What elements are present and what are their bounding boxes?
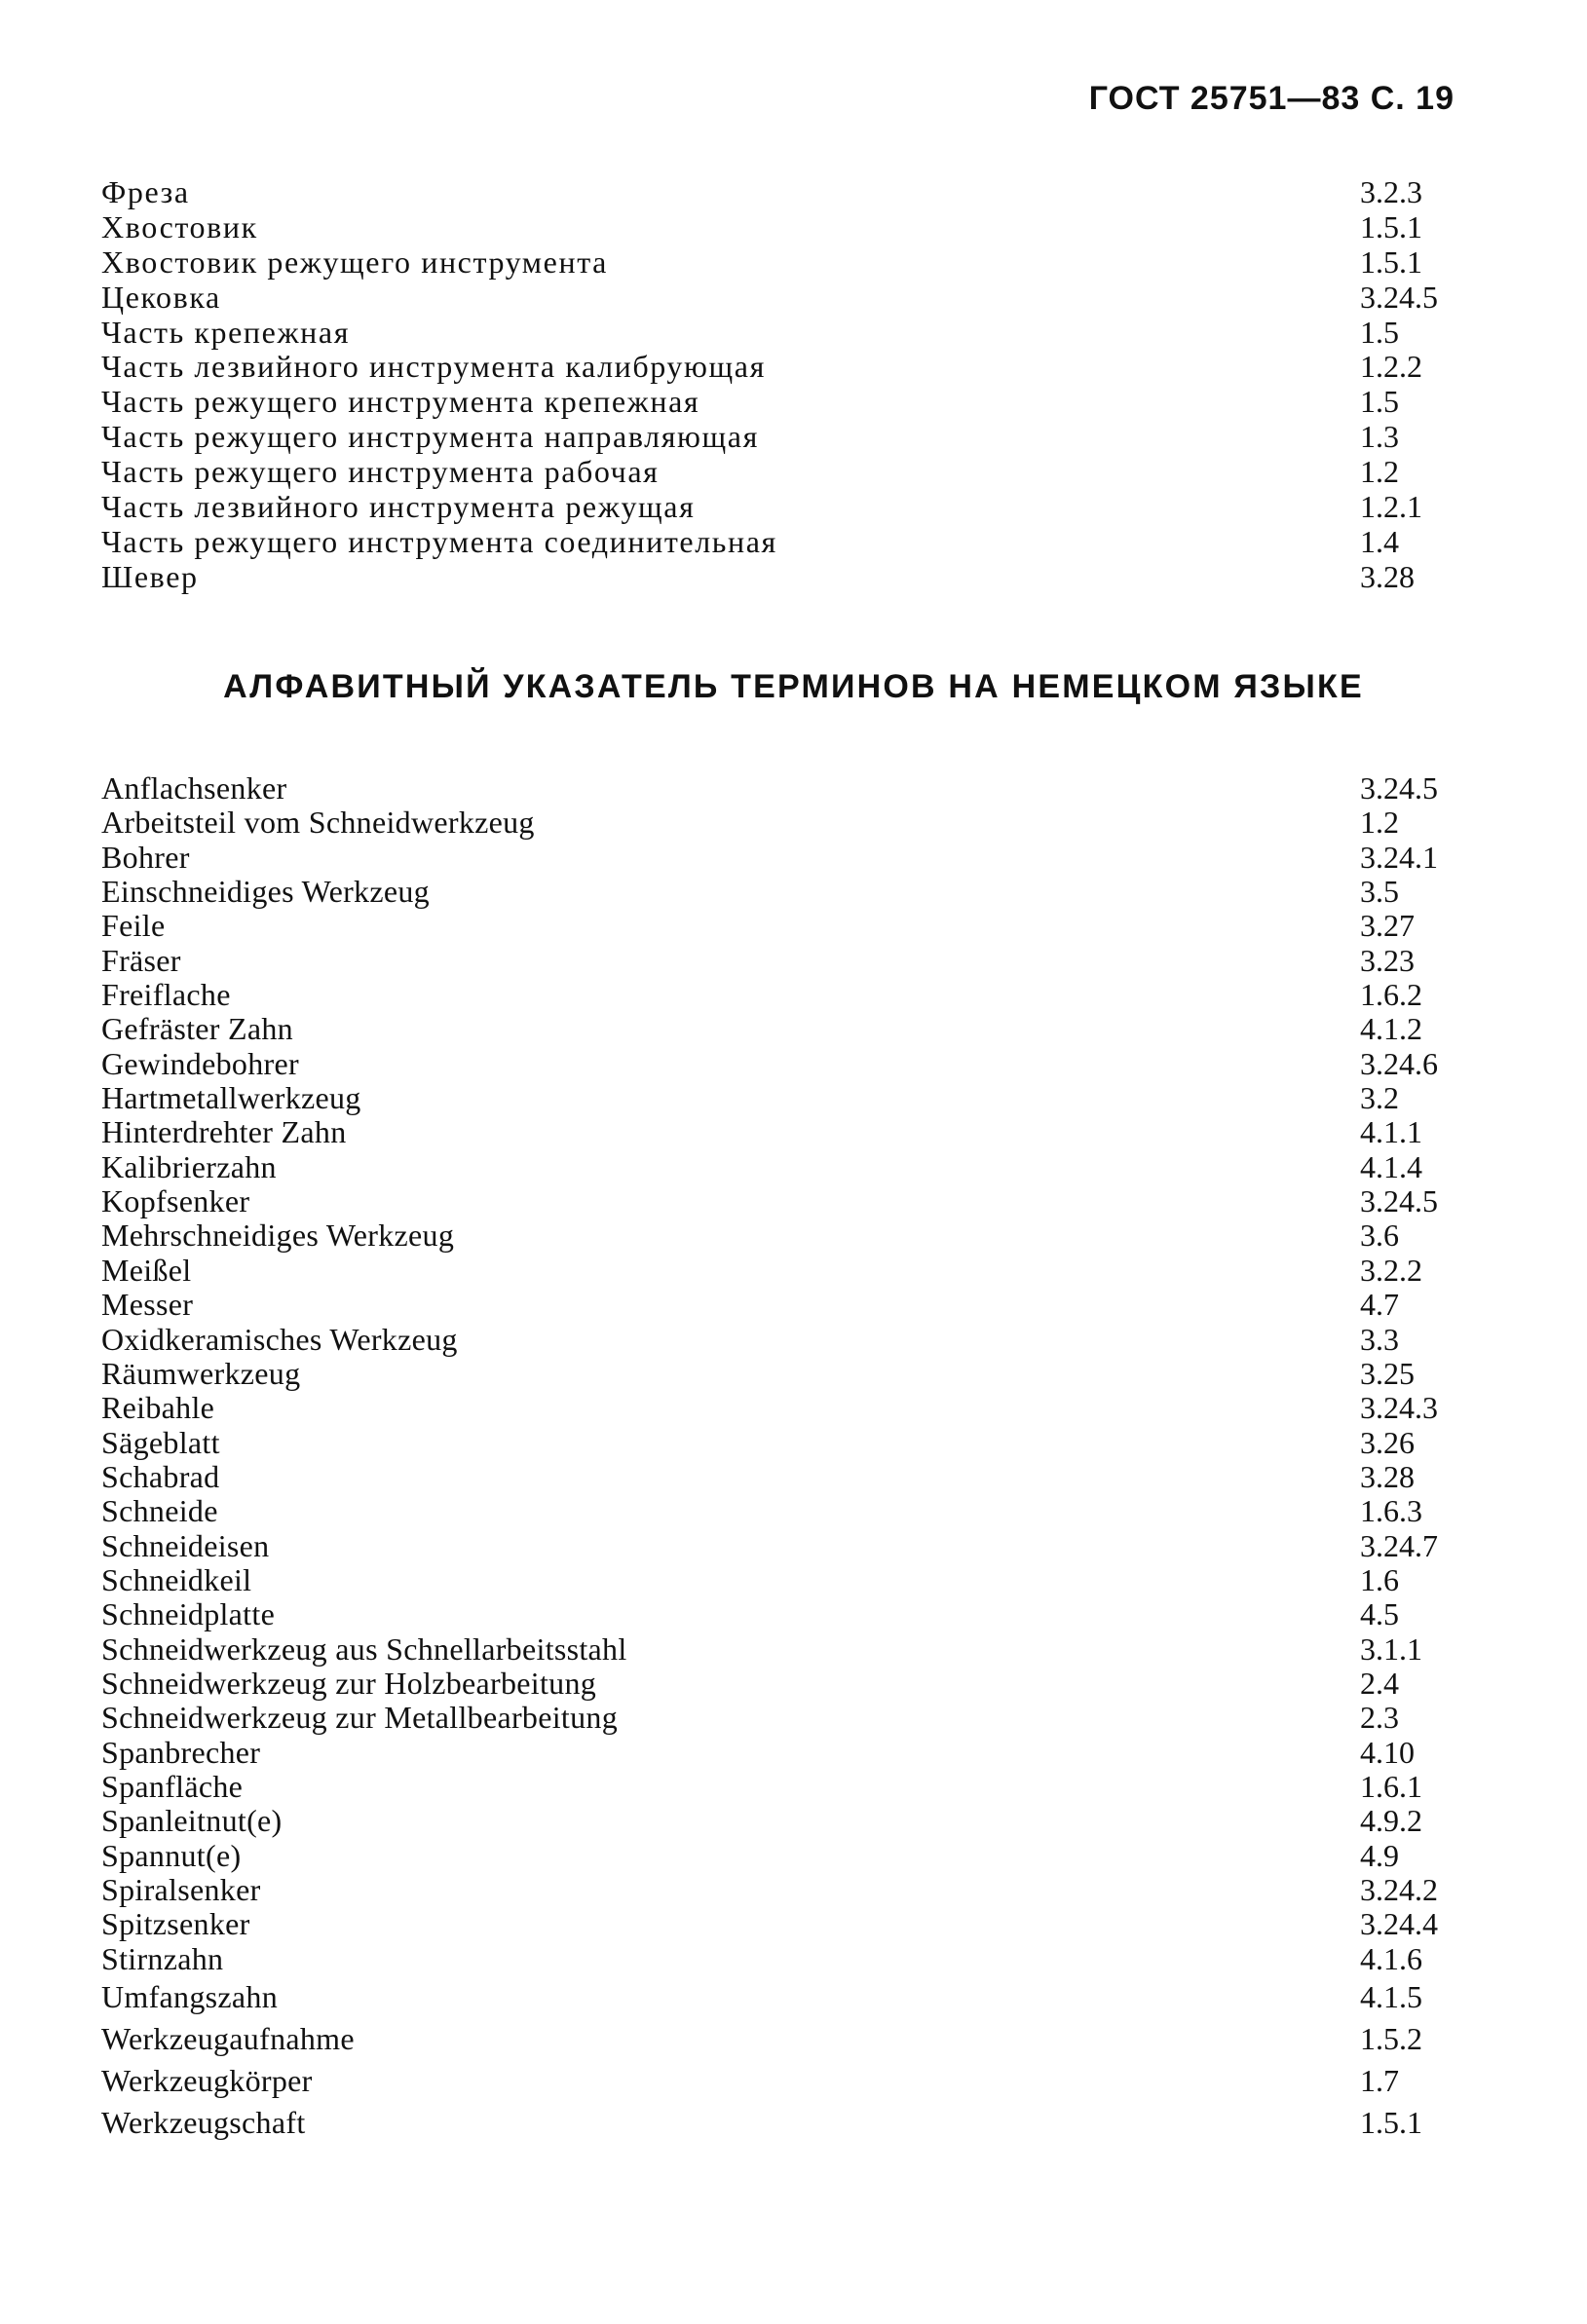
index-section-ref: 3.24.5 xyxy=(1360,770,1438,806)
index-section-ref: 3.28 xyxy=(1360,558,1415,594)
index-term: Schneidplatte xyxy=(101,1596,276,1632)
index-section-ref: 2.3 xyxy=(1360,1700,1399,1736)
index-term: Spannut(e) xyxy=(101,1837,242,1873)
german-term-index xyxy=(101,771,1465,2144)
index-entry xyxy=(101,1357,1465,1391)
index-entry xyxy=(101,1081,1465,1115)
index-term: Spanfläche xyxy=(101,1768,244,1804)
index-term: Schneide xyxy=(101,1493,218,1529)
index-term: Часть режущего инструмента крепежная xyxy=(101,384,700,420)
index-term: Часть режущего инструмента рабочая xyxy=(101,454,660,490)
index-term: Schneidwerkzeug aus Schnellarbeitsstahl xyxy=(101,1631,627,1667)
index-section-ref: 1.2.2 xyxy=(1360,349,1422,385)
index-section-ref: 3.24.1 xyxy=(1360,839,1438,875)
index-entry xyxy=(101,1529,1465,1563)
index-entry xyxy=(101,1254,1465,1288)
index-entry xyxy=(101,1839,1465,1873)
index-section-ref: 3.24.3 xyxy=(1360,1390,1438,1426)
index-term: Kalibrierzahn xyxy=(101,1148,277,1184)
index-entry xyxy=(101,316,1465,351)
index-entry xyxy=(101,841,1465,875)
index-section-ref: 4.1.4 xyxy=(1360,1148,1422,1184)
index-term: Шевер xyxy=(101,558,199,594)
index-entry xyxy=(101,1976,1465,2018)
index-term: Spitzsenker xyxy=(101,1906,250,1942)
index-entry xyxy=(101,1391,1465,1425)
index-term: Anflachsenker xyxy=(101,770,287,806)
index-entry xyxy=(101,1563,1465,1597)
index-section-ref: 1.3 xyxy=(1360,419,1399,455)
index-section-ref: 3.2.2 xyxy=(1360,1252,1422,1288)
index-section-ref: 3.1.1 xyxy=(1360,1631,1422,1667)
index-section-ref: 3.2.3 xyxy=(1360,174,1422,209)
index-entry xyxy=(101,2102,1465,2144)
index-term: Hinterdrehter Zahn xyxy=(101,1114,347,1150)
index-entry xyxy=(101,560,1465,595)
index-section-ref: 3.25 xyxy=(1360,1355,1415,1391)
index-term: Часть режущего инструмента соединительная xyxy=(101,523,777,559)
index-entry xyxy=(101,978,1465,1012)
index-entry xyxy=(101,909,1465,943)
index-term: Schneideisen xyxy=(101,1527,270,1563)
index-term: Хвостовик xyxy=(101,208,258,244)
index-term: Einschneidiges Werkzeug xyxy=(101,874,430,910)
index-term: Spiralsenker xyxy=(101,1872,261,1907)
index-entry xyxy=(101,2060,1465,2102)
index-term: Часть режущего инструмента направляющая xyxy=(101,419,759,455)
index-term: Gewindebohrer xyxy=(101,1045,299,1081)
index-entry xyxy=(101,281,1465,316)
index-term: Kopfsenker xyxy=(101,1183,250,1219)
index-term: Stirnzahn xyxy=(101,1940,224,1976)
index-entry xyxy=(101,1184,1465,1218)
index-section-ref: 1.5 xyxy=(1360,384,1399,420)
index-entry xyxy=(101,1942,1465,1976)
index-section-ref: 3.28 xyxy=(1360,1458,1415,1494)
index-section-ref: 1.6 xyxy=(1360,1561,1399,1597)
index-term: Spanleitnut(e) xyxy=(101,1803,283,1839)
index-entry xyxy=(101,1218,1465,1253)
index-term: Umfangszahn xyxy=(101,1979,279,2015)
index-section-ref: 3.24.6 xyxy=(1360,1045,1438,1081)
index-section-ref: 1.5 xyxy=(1360,314,1399,350)
index-term: Schneidwerkzeug zur Holzbearbeitung xyxy=(101,1665,597,1701)
index-entry xyxy=(101,1012,1465,1046)
index-section-ref: 4.5 xyxy=(1360,1596,1399,1632)
index-section-ref: 1.2 xyxy=(1360,805,1399,841)
index-entry xyxy=(101,1804,1465,1838)
index-entry xyxy=(101,1288,1465,1322)
index-entry xyxy=(101,245,1465,281)
index-section-ref: 4.7 xyxy=(1360,1287,1399,1323)
index-entry xyxy=(101,944,1465,978)
index-term: Bohrer xyxy=(101,839,190,875)
german-index-title: АЛФАВИТНЫЙ УКАЗАТЕЛЬ ТЕРМИНОВ НА НЕМЕЦКОМ ЯЗЫКЕ xyxy=(223,668,1364,705)
index-entry xyxy=(101,1907,1465,1941)
index-term: Oxidkeramisches Werkzeug xyxy=(101,1321,458,1357)
index-term: Mehrschneidiges Werkzeug xyxy=(101,1218,455,1254)
index-term: Schabrad xyxy=(101,1458,220,1494)
index-entry xyxy=(101,875,1465,909)
index-entry xyxy=(101,1460,1465,1494)
page-header: ГОСТ 25751—83 С. 19 xyxy=(1088,80,1455,117)
index-entry xyxy=(101,771,1465,806)
index-term: Fräser xyxy=(101,942,181,978)
index-term: Schneidkeil xyxy=(101,1561,252,1597)
index-section-ref: 4.1.1 xyxy=(1360,1114,1422,1150)
index-entry xyxy=(101,1873,1465,1907)
index-entry xyxy=(101,420,1465,455)
index-section-ref: 3.26 xyxy=(1360,1424,1415,1460)
index-entry xyxy=(101,490,1465,525)
index-term: Werkzeugschaft xyxy=(101,2105,306,2141)
index-term: Werkzeugkörper xyxy=(101,2063,313,2099)
index-entry xyxy=(101,1323,1465,1357)
index-entry xyxy=(101,350,1465,385)
index-section-ref: 1.5.2 xyxy=(1360,2021,1422,2057)
index-entry xyxy=(101,210,1465,245)
index-entry xyxy=(101,2018,1465,2060)
index-term: Hartmetallwerkzeug xyxy=(101,1080,361,1116)
index-entry xyxy=(101,1047,1465,1081)
index-term: Spanbrecher xyxy=(101,1734,261,1770)
index-section-ref: 4.1.6 xyxy=(1360,1940,1422,1976)
index-entry xyxy=(101,1632,1465,1667)
index-term: Фреза xyxy=(101,174,190,209)
index-entry xyxy=(101,1597,1465,1631)
index-section-ref: 4.10 xyxy=(1360,1734,1415,1770)
index-term: Часть крепежная xyxy=(101,314,351,350)
index-section-ref: 3.24.4 xyxy=(1360,1906,1438,1942)
index-section-ref: 4.9.2 xyxy=(1360,1803,1422,1839)
index-section-ref: 3.24.2 xyxy=(1360,1872,1438,1907)
index-section-ref: 1.4 xyxy=(1360,523,1399,559)
index-entry xyxy=(101,1701,1465,1735)
index-section-ref: 3.24.5 xyxy=(1360,1183,1438,1219)
index-entry xyxy=(101,175,1465,210)
index-section-ref: 1.7 xyxy=(1360,2063,1399,2099)
index-entry xyxy=(101,1150,1465,1184)
index-term: Schneidwerkzeug zur Metallbearbeitung xyxy=(101,1700,619,1736)
index-section-ref: 1.6.3 xyxy=(1360,1493,1422,1529)
index-entry xyxy=(101,1667,1465,1701)
index-entry xyxy=(101,806,1465,840)
index-section-ref: 3.24.5 xyxy=(1360,279,1438,315)
index-term: Sägeblatt xyxy=(101,1424,220,1460)
index-section-ref: 1.2 xyxy=(1360,454,1399,490)
index-section-ref: 1.6.1 xyxy=(1360,1768,1422,1804)
index-term: Часть лезвийного инструмента калибрующая xyxy=(101,349,766,385)
index-term: Часть лезвийного инструмента режущая xyxy=(101,489,696,525)
index-section-ref: 1.6.2 xyxy=(1360,977,1422,1013)
index-entry xyxy=(101,385,1465,420)
index-entry xyxy=(101,525,1465,560)
index-section-ref: 1.5.1 xyxy=(1360,208,1422,244)
index-section-ref: 1.2.1 xyxy=(1360,489,1422,525)
index-section-ref: 4.9 xyxy=(1360,1837,1399,1873)
russian-term-index xyxy=(101,175,1465,595)
index-term: Цековка xyxy=(101,279,221,315)
index-section-ref: 4.1.2 xyxy=(1360,1011,1422,1047)
index-term: Reibahle xyxy=(101,1390,215,1426)
index-entry xyxy=(101,455,1465,490)
index-term: Meißel xyxy=(101,1252,192,1288)
index-section-ref: 3.24.7 xyxy=(1360,1527,1438,1563)
index-section-ref: 3.3 xyxy=(1360,1321,1399,1357)
index-section-ref: 3.2 xyxy=(1360,1080,1399,1116)
index-term: Räumwerkzeug xyxy=(101,1355,301,1391)
index-term: Werkzeugaufnahme xyxy=(101,2021,355,2057)
index-term: Freiflache xyxy=(101,977,231,1013)
index-term: Arbeitsteil vom Schneidwerkzeug xyxy=(101,805,535,841)
index-section-ref: 1.5.1 xyxy=(1360,244,1422,280)
index-entry xyxy=(101,1770,1465,1804)
index-term: Хвостовик режущего инструмента xyxy=(101,244,608,280)
index-entry xyxy=(101,1736,1465,1770)
index-section-ref: 4.1.5 xyxy=(1360,1979,1422,2015)
index-section-ref: 3.6 xyxy=(1360,1218,1399,1254)
index-term: Gefräster Zahn xyxy=(101,1011,293,1047)
index-entry xyxy=(101,1494,1465,1528)
index-section-ref: 3.27 xyxy=(1360,908,1415,944)
index-section-ref: 2.4 xyxy=(1360,1665,1399,1701)
index-term: Feile xyxy=(101,908,166,944)
index-section-ref: 3.23 xyxy=(1360,942,1415,978)
index-section-ref: 1.5.1 xyxy=(1360,2105,1422,2141)
index-term: Messer xyxy=(101,1287,194,1323)
index-section-ref: 3.5 xyxy=(1360,874,1399,910)
index-entry xyxy=(101,1115,1465,1149)
index-entry xyxy=(101,1426,1465,1460)
